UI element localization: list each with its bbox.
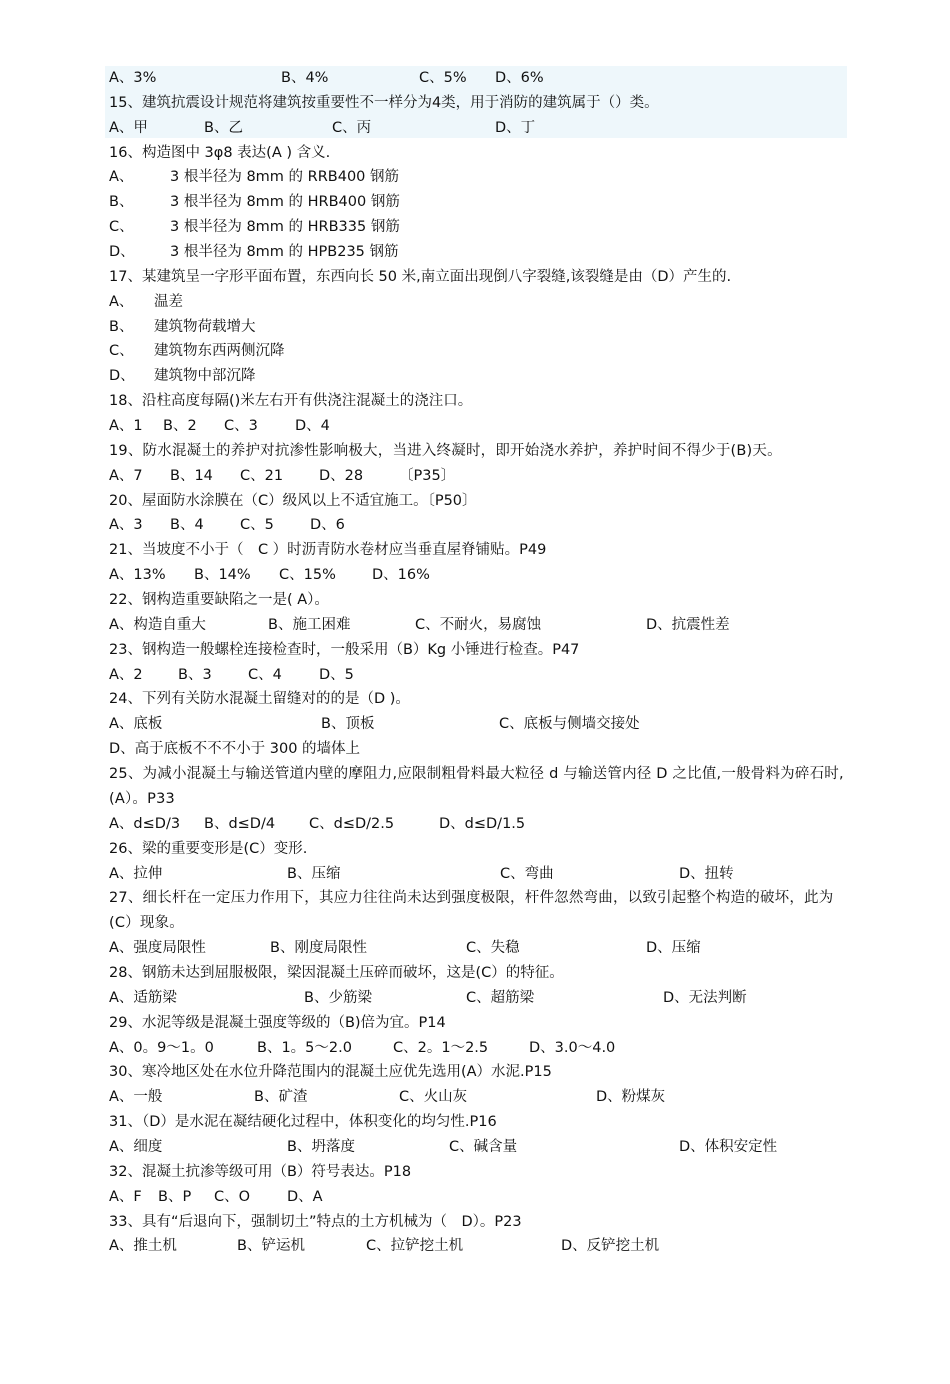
option-d: D、28: [319, 467, 364, 484]
option-c: C、2。1～2.5: [393, 1039, 489, 1056]
option-d: D、无法判断: [663, 989, 747, 1006]
option-letter: A、: [109, 169, 134, 186]
option-d: D、抗震性差: [646, 616, 730, 633]
option-line: [109, 414, 849, 439]
option-d: D、粉煤灰: [596, 1089, 666, 1106]
question-text: 25、为减小混凝土与输送管道内壁的摩阻力,应限制粗骨料最大粒径 d 与输送管内径 D 之比值,一般骨料为碎石时,(A）。P33: [109, 766, 844, 807]
option-line: [109, 712, 849, 737]
option-b: B、乙: [204, 119, 243, 136]
option-d: D、16%: [372, 567, 430, 584]
option-line: [109, 290, 849, 315]
option-d: D、A: [287, 1188, 323, 1205]
question-text: 29、水泥等级是混凝土强度等级的（B)倍为宜。P14: [109, 1014, 446, 1031]
page-ref: 〔P35〕: [399, 467, 456, 484]
option-line: [109, 513, 849, 538]
option-text: 3 根半径为 8mm 的 RRB400 钢筋: [170, 169, 400, 186]
question-text: 18、沿柱高度每隔()米左右开有供浇注混凝土的浇注口。: [109, 393, 473, 410]
option-a: A、F: [109, 1188, 142, 1205]
option-b: B、2: [163, 418, 197, 435]
option-line: [109, 1036, 849, 1061]
option-letter: C、: [109, 343, 134, 360]
question-line: [109, 265, 849, 290]
option-c: C、底板与侧墙交接处: [499, 716, 640, 733]
option-line: [109, 1135, 849, 1160]
option-d: D、6%: [495, 70, 544, 86]
option-a: A、强度局限性: [109, 940, 206, 957]
option-b: B、d≤D/4: [204, 815, 276, 832]
question-line: [109, 389, 849, 414]
option-line: [109, 215, 849, 240]
question-text: 15、建筑抗震设计规范将建筑按重要性不一样分为4类，用于消防的建筑属于（）类。: [109, 94, 659, 111]
option-line: [109, 936, 849, 961]
option-line: [109, 364, 849, 389]
option-b: B、坍落度: [287, 1138, 355, 1155]
option-line: [109, 1234, 849, 1259]
option-b: B、4%: [281, 70, 329, 86]
option-c: C、4: [248, 666, 282, 683]
option-b: B、4: [170, 517, 204, 534]
question-line: [109, 687, 849, 712]
option-b: B、1。5～2.0: [257, 1039, 352, 1056]
option-text: 3 根半径为 8mm 的 HPB235 钢筋: [170, 244, 399, 261]
option-line: [109, 663, 849, 688]
question-line: [109, 1060, 849, 1085]
option-letter: B、: [109, 318, 134, 335]
option-text: 建筑物荷载增大: [154, 318, 256, 335]
option-a: A、甲: [109, 119, 148, 136]
question-line: [109, 961, 849, 986]
question-text: 17、某建筑呈一字形平面布置，东西向长 50 米,南立面出现倒八字裂缝,该裂缝是由（D）产生的.: [109, 268, 732, 285]
option-a: A、推土机: [109, 1238, 177, 1255]
option-line: [109, 812, 849, 837]
option-a: A、细度: [109, 1138, 163, 1155]
option-d: D、3.0～4.0: [529, 1039, 616, 1056]
question-line: [109, 439, 849, 464]
option-c: C、碱含量: [449, 1138, 518, 1155]
option-b: B、少筋梁: [304, 989, 372, 1006]
option-d: D、5: [319, 666, 354, 683]
question-text: 30、寒冷地区处在水位升降范围内的混凝土应优先选用(A）水泥.P15: [109, 1064, 552, 1081]
option-line: [109, 66, 849, 91]
option-b: B、14%: [194, 567, 251, 584]
option-d: D、高于底板不不不小于 300 的墙体上: [109, 741, 361, 758]
option-b: B、刚度局限性: [270, 940, 367, 957]
option-line: [109, 737, 849, 762]
option-b: B、P: [158, 1188, 192, 1205]
question-text: 32、混凝土抗渗等级可用（B）符号表达。P18: [109, 1163, 412, 1180]
option-letter: A、: [109, 293, 134, 310]
option-c: C、5%: [419, 70, 467, 86]
question-line: [109, 886, 849, 936]
option-c: C、弯曲: [500, 865, 554, 882]
option-b: B、施工困难: [268, 616, 351, 633]
option-a: A、1: [109, 418, 143, 435]
option-a: A、构造自重大: [109, 616, 206, 633]
option-line: [109, 1085, 849, 1110]
question-text: 33、具有“后退向下，强制切土”特点的土方机械为（ D）。P23: [109, 1213, 522, 1230]
question-text: 23、钢构造一般螺栓连接检查时，一般采用（B）Kg 小锤进行检查。P47: [109, 641, 580, 658]
question-line: [109, 1110, 849, 1135]
option-line: [109, 116, 849, 141]
option-text: 建筑物东西两侧沉降: [154, 343, 285, 360]
option-letter: D、: [109, 368, 135, 385]
option-a: A、13%: [109, 567, 166, 584]
question-line: [109, 762, 849, 812]
option-b: B、14: [170, 467, 213, 484]
question-text: 31、（D）是水泥在凝结硬化过程中，体积变化的均匀性.P16: [109, 1114, 497, 1131]
option-c: C、不耐火，易腐蚀: [415, 616, 542, 633]
option-c: C、拉铲挖土机: [366, 1238, 464, 1255]
option-letter: B、: [109, 194, 134, 211]
question-line: [109, 638, 849, 663]
option-a: A、7: [109, 467, 143, 484]
option-line: [109, 563, 849, 588]
option-a: A、适筋梁: [109, 989, 177, 1006]
option-a: A、2: [109, 666, 143, 683]
option-a: A、3: [109, 517, 143, 534]
question-text: 20、屋面防水涂膜在（C）级风以上不适宜施工。〔P50〕: [109, 492, 477, 509]
question-line: [109, 141, 849, 166]
option-text: 温差: [154, 293, 183, 310]
option-d: D、体积安定性: [679, 1138, 778, 1155]
option-d: D、扭转: [679, 865, 734, 882]
option-line: [109, 464, 849, 489]
option-c: C、O: [214, 1188, 251, 1205]
question-text: 26、梁的重要变形是(C）变形.: [109, 840, 308, 857]
option-text: 3 根半径为 8mm 的 HRB335 钢筋: [170, 219, 400, 236]
option-a: A、一般: [109, 1089, 163, 1106]
option-line: [109, 1185, 849, 1210]
option-d: D、压缩: [646, 940, 701, 957]
option-c: C、21: [240, 467, 284, 484]
option-line: [109, 165, 849, 190]
option-c: C、15%: [279, 567, 336, 584]
question-line: [109, 489, 849, 514]
option-line: [109, 339, 849, 364]
question-text: 19、防水混凝土的养护对抗渗性影响极大，当进入终凝时，即开始浇水养护，养护时间不得少于(B)天。: [109, 442, 782, 459]
option-c: C、超筋梁: [466, 989, 535, 1006]
question-line: [109, 538, 849, 563]
question-text: 16、构造图中 3φ8 表达(A ) 含义.: [109, 144, 331, 161]
option-c: C、失稳: [466, 940, 520, 957]
option-c: C、丙: [332, 119, 372, 136]
question-text: 27、细长杆在一定压力作用下，其应力往往尚未达到强度极限，杆件忽然弯曲，以致引起整个构造的破坏，此为(C）现象。: [109, 890, 834, 932]
option-line: [109, 315, 849, 340]
option-text: 建筑物中部沉降: [154, 368, 256, 385]
option-d: D、丁: [495, 119, 536, 136]
document-body: [109, 66, 849, 1259]
option-d: D、4: [295, 418, 330, 435]
option-a: A、底板: [109, 716, 163, 733]
option-b: B、顶板: [321, 716, 375, 733]
option-text: 3 根半径为 8mm 的 HRB400 钢筋: [170, 194, 400, 211]
question-line: [109, 588, 849, 613]
option-a: A、d≤D/3: [109, 815, 181, 832]
question-line: [109, 1160, 849, 1185]
question-line: [109, 1011, 849, 1036]
option-c: C、3: [224, 418, 258, 435]
option-b: B、矿渣: [254, 1089, 308, 1106]
question-text: 24、下列有关防水混凝土留缝对的的是（D )。: [109, 691, 410, 708]
option-line: [109, 190, 849, 215]
option-line: [109, 613, 849, 638]
option-d: D、反铲挖土机: [561, 1238, 660, 1255]
option-d: D、d≤D/1.5: [439, 815, 526, 832]
option-a: A、0。9～1。0: [109, 1039, 214, 1056]
question-text: 28、钢筋未达到屈服极限，梁因混凝土压碎而破坏，这是(C）的特征。: [109, 964, 564, 981]
option-letter: C、: [109, 219, 134, 236]
question-line: [109, 1210, 849, 1235]
question-line: [109, 91, 849, 116]
question-text: 22、钢构造重要缺陷之一是( A）。: [109, 592, 329, 609]
option-d: D、6: [310, 517, 345, 534]
option-letter: D、: [109, 244, 135, 261]
option-a: A、拉伸: [109, 865, 163, 882]
option-line: [109, 986, 849, 1011]
option-line: [109, 862, 849, 887]
option-line: [109, 240, 849, 265]
question-line: [109, 837, 849, 862]
option-a: A、3%: [109, 70, 157, 86]
option-b: B、3: [178, 666, 212, 683]
option-c: C、d≤D/2.5: [309, 815, 395, 832]
option-b: B、铲运机: [237, 1238, 305, 1255]
option-c: C、火山灰: [399, 1089, 468, 1106]
option-b: B、压缩: [287, 865, 341, 882]
option-c: C、5: [240, 517, 274, 534]
question-text: 21、当坡度不小于（ C ）时沥青防水卷材应当垂直屋脊铺贴。P49: [109, 542, 547, 559]
